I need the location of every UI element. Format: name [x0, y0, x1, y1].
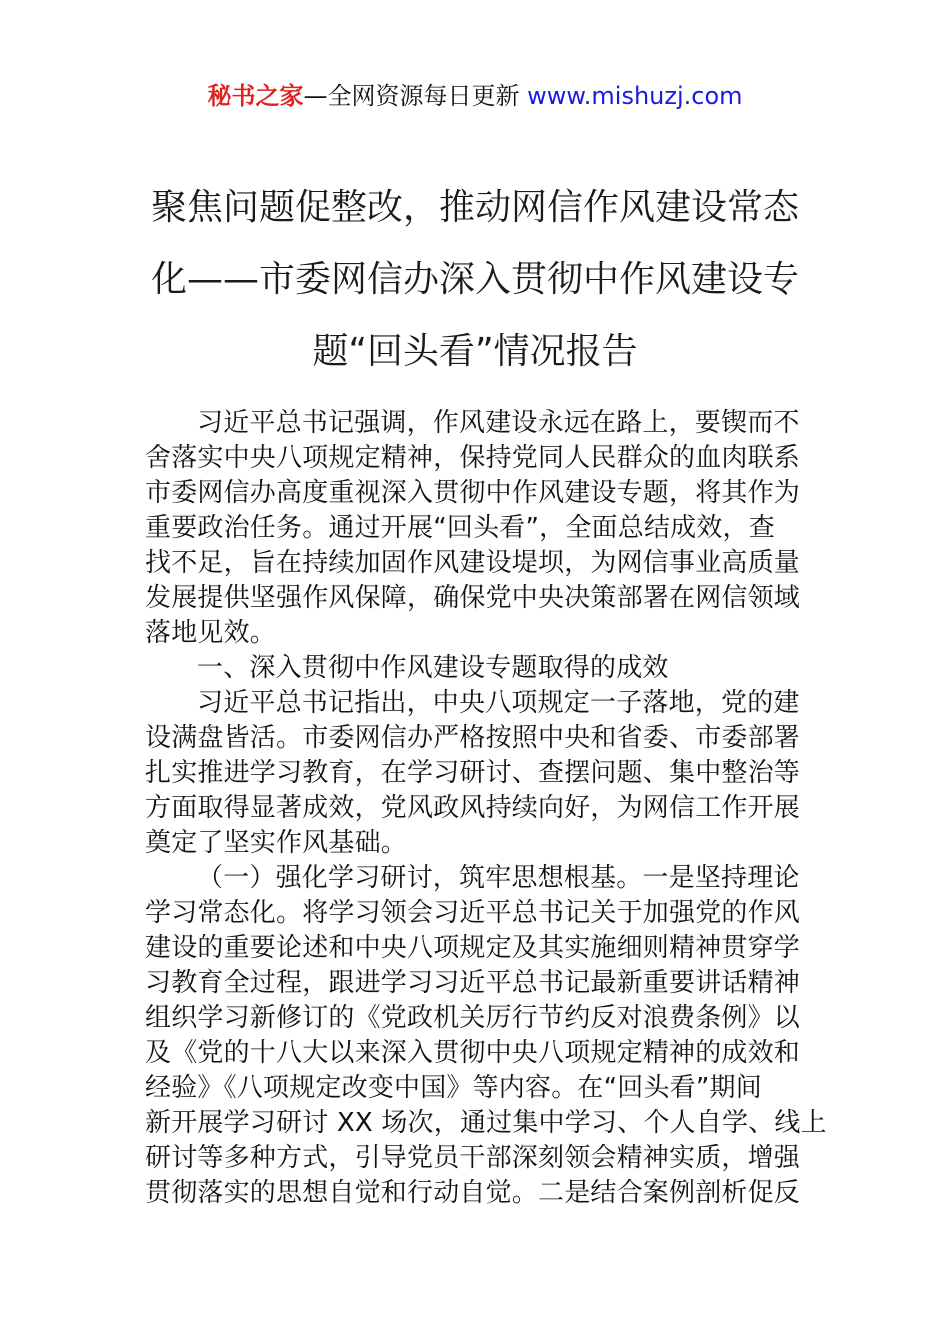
body-line: 找不足，旨在持续加固作风建设堤坝，为网信事业高质量: [145, 548, 801, 578]
site-header: [0, 78, 950, 114]
body-line: 组织学习新修订的《党政机关厉行节约反对浪费条例》以: [145, 1003, 801, 1033]
body-line: 市委网信办高度重视深入贯彻中作风建设专题，将其作为: [145, 478, 801, 508]
body-line: 发展提供坚强作风保障，确保党中央决策部署在网信领域: [145, 583, 801, 613]
title-line: 化——市委网信办深入贯彻中作风建设专: [150, 259, 799, 300]
body-line: 经验》《八项规定改变中国》等内容。在“回头看”期间: [145, 1073, 762, 1103]
section-heading: 一、深入贯彻中作风建设专题取得的成效: [197, 653, 669, 683]
body-line: 奠定了坚实作风基础。: [145, 828, 408, 858]
document-body: [145, 406, 827, 1211]
body-line: 新开展学习研讨 XX 场次，通过集中学习、个人自学、线上: [145, 1108, 827, 1138]
body-line: 重要政治任务。通过开展“回头看”，全面总结成效，查: [145, 513, 775, 543]
body-line: 学习常态化。将学习领会习近平总书记关于加强党的作风: [145, 898, 801, 928]
site-tagline: —全网资源每日更新: [303, 82, 520, 110]
body-line: （一）强化学习研讨，筑牢思想根基。一是坚持理论: [197, 863, 800, 893]
body-line: 舍落实中央八项规定精神，保持党同人民群众的血肉联系: [145, 443, 801, 473]
body-line: 研讨等多种方式，引导党员干部深刻领会精神实质，增强: [145, 1143, 801, 1173]
body-line: 习近平总书记指出，中央八项规定一子落地，党的建: [197, 688, 800, 718]
title-line: 聚焦问题促整改，推动网信作风建设常态: [150, 187, 799, 228]
document-title: [140, 172, 810, 388]
site-url-link[interactable]: www.mishuzj.com: [527, 82, 743, 110]
body-line: 方面取得显著成效，党风政风持续向好，为网信工作开展: [145, 793, 801, 823]
body-line: 扎实推进学习教育，在学习研讨、查摆问题、集中整治等: [145, 758, 801, 788]
body-line: 建设的重要论述和中央八项规定及其实施细则精神贯穿学: [145, 933, 801, 963]
body-line: 落地见效。: [145, 618, 277, 648]
site-brand: 秘书之家: [207, 82, 304, 110]
body-line: 贯彻落实的思想自觉和行动自觉。二是结合案例剖析促反: [145, 1178, 801, 1208]
title-line: 题“回头看”情况报告: [312, 331, 638, 372]
body-line: 习教育全过程，跟进学习习近平总书记最新重要讲话精神: [145, 968, 801, 998]
body-line: 及《党的十八大以来深入贯彻中央八项规定精神的成效和: [145, 1038, 801, 1068]
body-line: 习近平总书记强调，作风建设永远在路上，要锲而不: [197, 408, 800, 438]
body-line: 设满盘皆活。市委网信办严格按照中央和省委、市委部署: [145, 723, 801, 753]
